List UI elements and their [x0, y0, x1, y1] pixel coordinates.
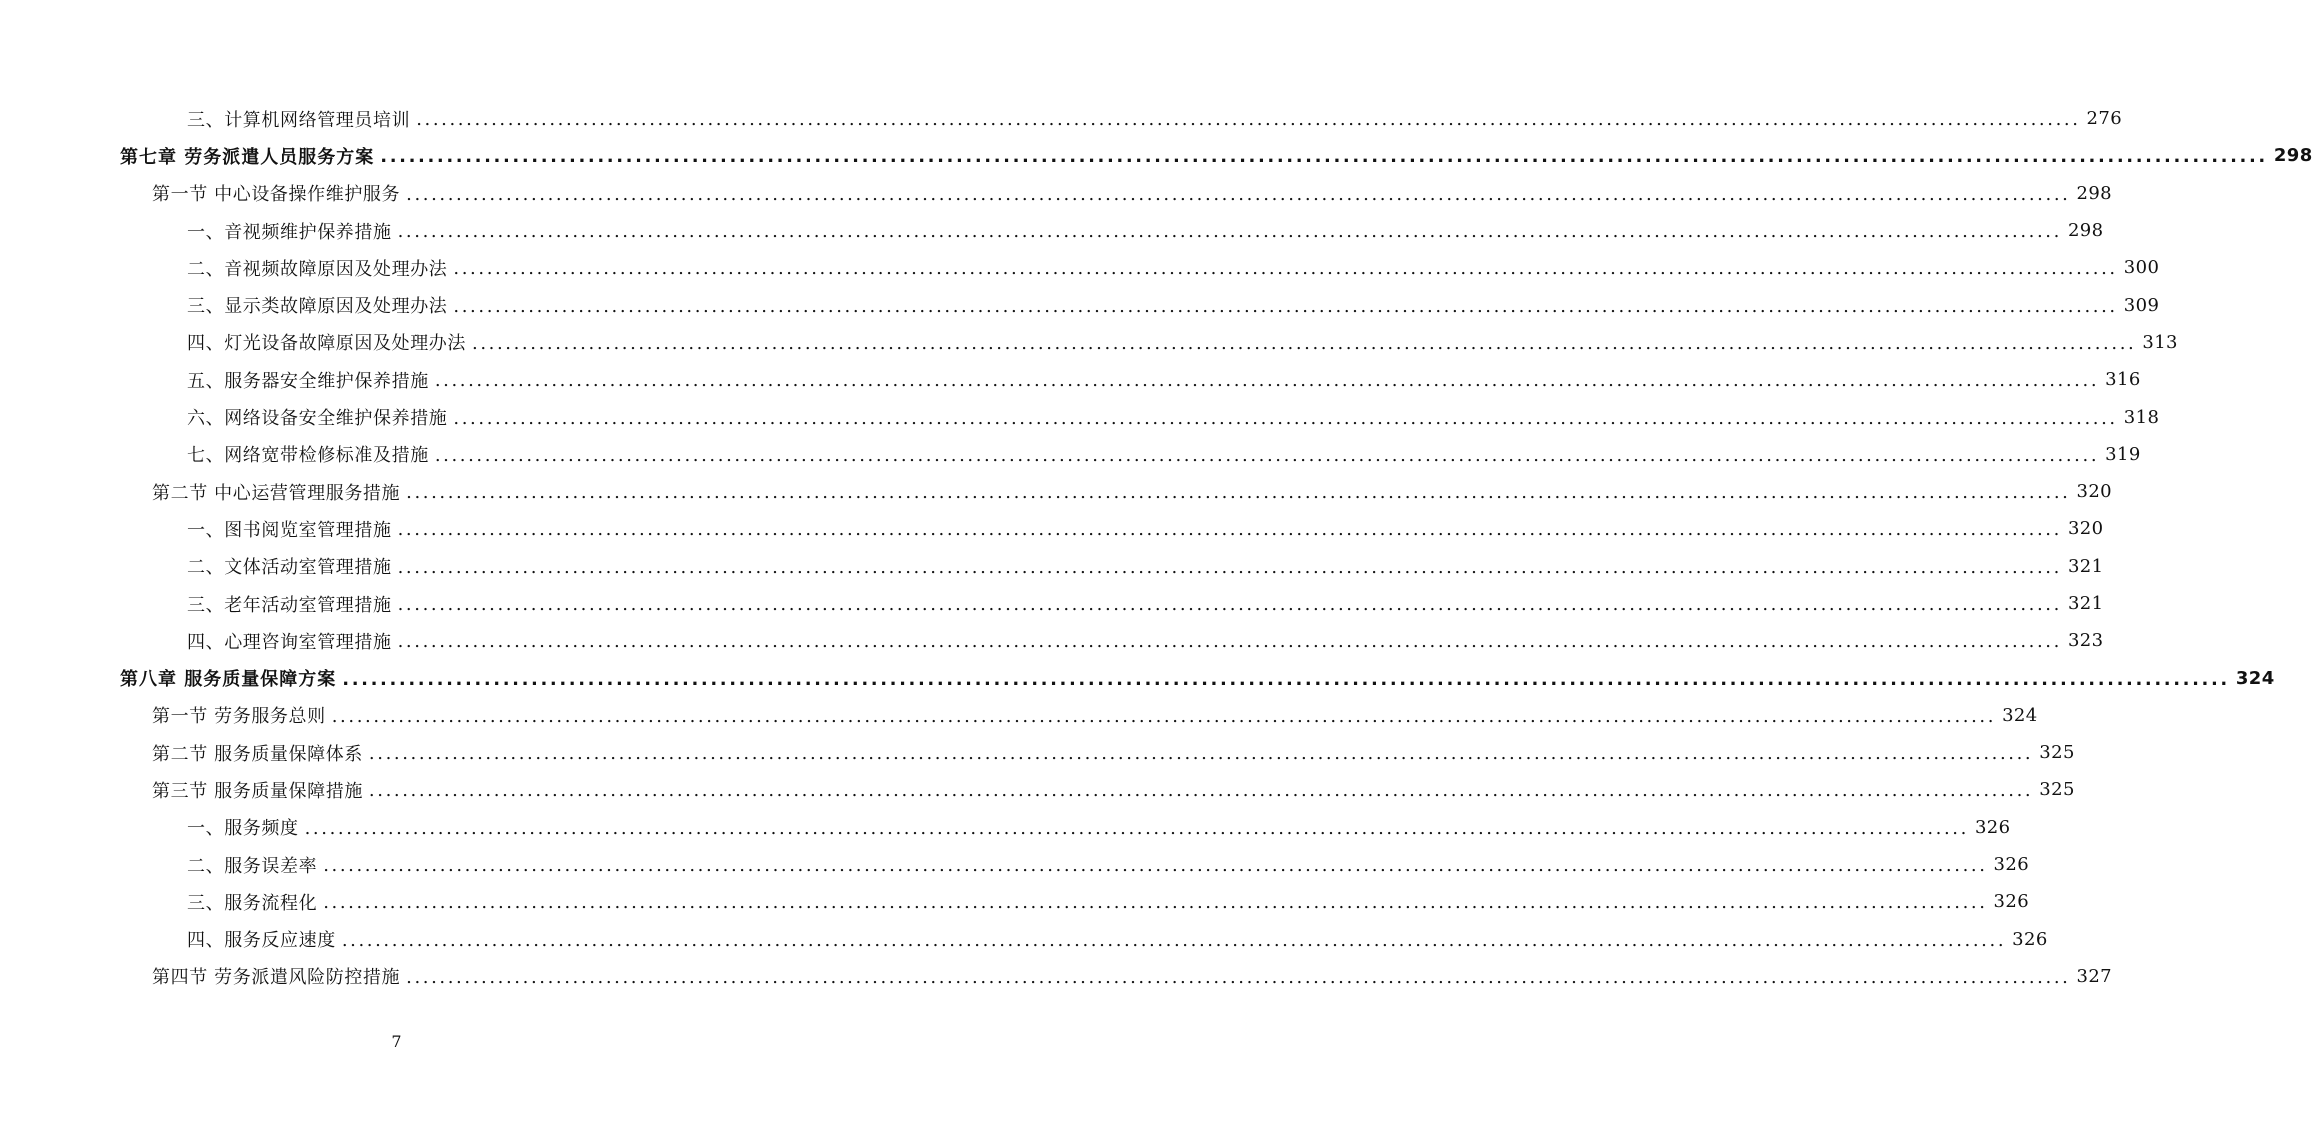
toc-chapter-entry[interactable] [0, 659, 2275, 696]
dot-leader: ........................................................................................................................................................................................................ [434, 370, 2100, 392]
toc-entry-page: 316 [2105, 369, 2141, 391]
toc-entry-page: 300 [2123, 257, 2160, 279]
toc-entry[interactable] [0, 585, 2104, 622]
toc-entry[interactable] [0, 548, 2104, 585]
toc-entry-page: 323 [2067, 630, 2104, 652]
toc-chapter-entry[interactable] [0, 137, 2313, 174]
toc-entry[interactable] [0, 324, 2178, 361]
toc-entry-label: 第四节 劳务派遣风险防控措施 [152, 967, 401, 989]
toc-entry-page: 326 [1974, 816, 2011, 838]
dot-leader: ........................................................................................................................................................................................................ [453, 295, 2118, 317]
table-of-contents [0, 100, 2313, 995]
toc-entry-label: 六、网络设备安全维护保养措施 [187, 408, 448, 430]
dot-leader: ........................................................................................................................................................................................................ [397, 631, 2062, 653]
dot-leader: ........................................................................................................................................................................................................ [406, 482, 2071, 504]
toc-entry-label: 二、文体活动室管理措施 [187, 557, 392, 579]
toc-entry-label: 一、图书阅览室管理措施 [187, 519, 392, 541]
toc-entry[interactable] [0, 622, 2104, 659]
dot-leader: ........................................................................................................................................................................................................ [342, 668, 2230, 690]
dot-leader: ........................................................................................................................................................................................................ [416, 109, 2081, 131]
dot-leader: ........................................................................................................................................................................................................ [341, 929, 2007, 951]
dot-leader: ........................................................................................................................................................................................................ [323, 892, 1988, 914]
toc-entry-page: 324 [2235, 667, 2275, 689]
toc-entry[interactable] [0, 249, 2160, 286]
toc-entry-label: 第八章 服务质量保障方案 [120, 669, 337, 691]
toc-entry-page: 276 [2086, 108, 2123, 130]
toc-entry-label: 四、服务反应速度 [187, 930, 336, 952]
toc-entry-label: 第二节 中心运营管理服务措施 [152, 482, 401, 504]
toc-entry-page: 321 [2067, 555, 2104, 577]
toc-entry-page: 319 [2105, 443, 2141, 465]
toc-entry-label: 二、服务误差率 [187, 855, 318, 877]
toc-entry[interactable] [0, 361, 2141, 398]
toc-entry[interactable] [0, 921, 2048, 958]
dot-leader: ........................................................................................................................................................................................................ [434, 444, 2100, 466]
dot-leader: ........................................................................................................................................................................................................ [453, 258, 2118, 280]
toc-entry[interactable] [0, 846, 2030, 883]
toc-entry-page: 324 [2002, 704, 2038, 726]
toc-entry-label: 七、网络宽带检修标准及措施 [187, 445, 429, 467]
toc-entry-page: 327 [2076, 965, 2113, 987]
toc-entry-page: 326 [2012, 928, 2048, 950]
toc-entry-page: 318 [2123, 406, 2160, 428]
toc-entry-label: 四、灯光设备故障原因及处理办法 [187, 333, 466, 355]
toc-entry-label: 一、服务频度 [187, 818, 299, 840]
dot-leader: ........................................................................................................................................................................................................ [368, 743, 2034, 765]
toc-entry[interactable] [0, 212, 2104, 249]
toc-entry-label: 第一节 劳务服务总则 [152, 706, 326, 728]
dot-leader: ........................................................................................................................................................................................................ [406, 183, 2071, 205]
dot-leader: ........................................................................................................................................................................................................ [368, 780, 2034, 802]
toc-entry[interactable] [0, 398, 2160, 435]
toc-entry-label: 一、音视频维护保养措施 [187, 221, 392, 243]
toc-entry-page: 321 [2067, 593, 2104, 614]
toc-section-entry[interactable] [0, 734, 2075, 771]
toc-entry[interactable] [0, 100, 2123, 137]
toc-entry[interactable] [0, 510, 2104, 547]
dot-leader: ........................................................................................................................................................................................................ [472, 332, 2137, 354]
dot-leader: ........................................................................................................................................................................................................ [453, 407, 2118, 429]
toc-entry-label: 第三节 服务质量保障措施 [152, 780, 363, 802]
toc-section-entry[interactable] [0, 771, 2075, 808]
dot-leader: ........................................................................................................................................................................................................ [397, 594, 2062, 615]
dot-leader: ........................................................................................................................................................................................................ [397, 556, 2062, 578]
toc-entry[interactable] [0, 809, 2011, 846]
toc-entry-label: 五、服务器安全维护保养措施 [187, 370, 429, 392]
toc-entry[interactable] [0, 436, 2141, 473]
dot-leader: ........................................................................................................................................................................................................ [406, 966, 2071, 988]
toc-entry-label: 四、心理咨询室管理措施 [187, 631, 392, 653]
dot-leader: ........................................................................................................................................................................................................ [397, 519, 2062, 541]
toc-section-entry[interactable] [0, 697, 2038, 734]
toc-entry-label: 三、计算机网络管理员培训 [187, 109, 411, 131]
toc-entry-label: 第七章 劳务派遣人员服务方案 [120, 146, 375, 168]
toc-entry-page: 298 [2067, 220, 2104, 242]
toc-entry-label: 第二节 服务质量保障体系 [152, 743, 363, 765]
toc-entry-label: 三、老年活动室管理措施 [187, 594, 392, 616]
dot-leader: ........................................................................................................................................................................................................ [331, 705, 1997, 727]
dot-leader: ........................................................................................................................................................................................................ [323, 855, 1988, 877]
toc-entry-page: 326 [1993, 891, 2030, 913]
toc-entry-page: 326 [1993, 854, 2030, 876]
dot-leader: ........................................................................................................................................................................................................ [304, 817, 1969, 839]
toc-entry-label: 三、显示类故障原因及处理办法 [187, 296, 448, 318]
toc-entry[interactable] [0, 883, 2030, 920]
toc-entry-page: 320 [2067, 518, 2104, 540]
toc-entry-page: 325 [2039, 742, 2075, 764]
page-number: 7 [391, 1032, 402, 1051]
toc-entry-page: 298 [2273, 145, 2313, 167]
toc-section-entry[interactable] [0, 958, 2113, 995]
dot-leader: ........................................................................................................................................................................................................ [397, 221, 2062, 243]
toc-entry-label: 第一节 中心设备操作维护服务 [152, 184, 401, 206]
toc-entry[interactable] [0, 286, 2160, 323]
toc-entry-page: 320 [2076, 481, 2113, 503]
toc-entry-page: 313 [2142, 331, 2178, 353]
toc-entry-page: 325 [2039, 779, 2075, 801]
toc-entry-label: 三、服务流程化 [187, 892, 318, 914]
toc-entry-label: 二、音视频故障原因及处理办法 [187, 258, 448, 280]
toc-section-entry[interactable] [0, 175, 2113, 212]
toc-entry-page: 309 [2123, 294, 2160, 316]
dot-leader: ........................................................................................................................................................................................................ [380, 146, 2268, 168]
toc-entry-page: 298 [2076, 182, 2113, 204]
toc-section-entry[interactable] [0, 473, 2113, 510]
